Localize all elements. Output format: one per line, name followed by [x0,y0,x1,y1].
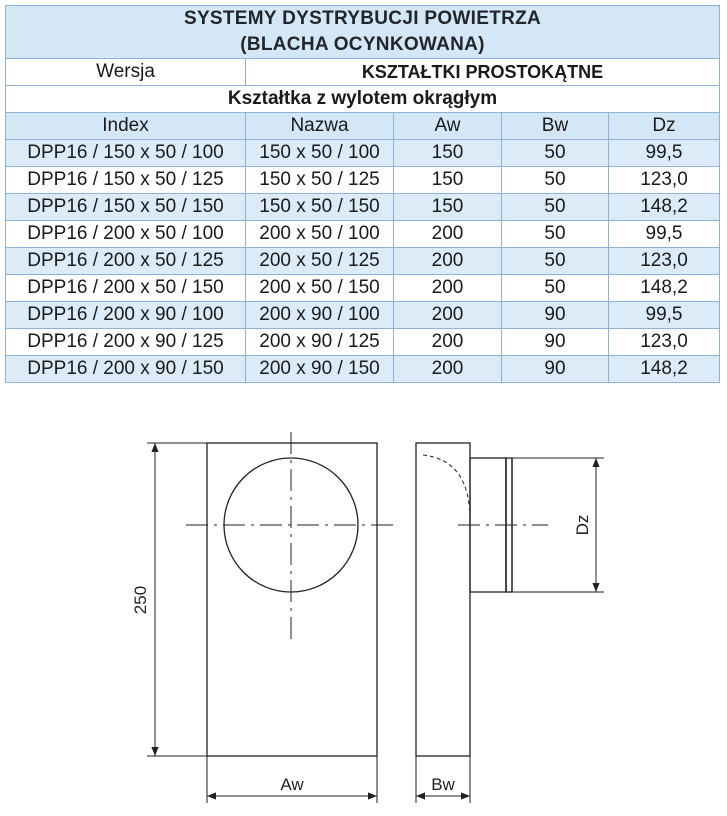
column-header-bw: Bw [502,113,609,140]
cell-dz: 123,0 [609,248,720,275]
column-header-row [6,113,720,140]
cell-bw: 50 [502,167,609,194]
subtitle-row [6,86,720,113]
table-row [6,140,720,167]
diameter-dim-label: Dz [573,514,592,536]
cell-name: 200 x 50 / 100 [246,221,394,248]
cell-dz: 99,5 [609,140,720,167]
cell-name: 200 x 90 / 100 [246,302,394,329]
side-view-body [416,443,470,756]
table-row [6,167,720,194]
cell-bw: 50 [502,275,609,302]
subtitle: Kształtka z wylotem okrągłym [6,86,720,113]
cell-bw: 50 [502,140,609,167]
cell-aw: 200 [394,302,502,329]
title-row [6,6,720,59]
drawing-svg [0,425,727,816]
version-value: KSZTAŁTKI PROSTOKĄTNE [246,59,720,86]
depth-dim-label: Bw [431,775,455,794]
front-view-body [207,443,377,756]
cell-dz: 148,2 [609,194,720,221]
table-row [6,194,720,221]
column-header-dz: Dz [609,113,720,140]
cell-index: DPP16 / 200 x 50 / 125 [6,248,246,275]
cell-bw: 90 [502,329,609,356]
column-header-index: Index [6,113,246,140]
table-row [6,248,720,275]
cell-aw: 150 [394,140,502,167]
cell-bw: 50 [502,248,609,275]
table-row [6,275,720,302]
height-dim-label: 250 [131,585,150,615]
technical-drawing [0,425,727,816]
cell-name: 200 x 90 / 150 [246,356,394,383]
width-dim-label: Aw [280,775,304,794]
cell-index: DPP16 / 200 x 50 / 100 [6,221,246,248]
cell-dz: 123,0 [609,329,720,356]
table-row [6,356,720,383]
version-label: Wersja [6,59,246,86]
cell-dz: 148,2 [609,356,720,383]
cell-name: 200 x 50 / 150 [246,275,394,302]
cell-name: 200 x 90 / 125 [246,329,394,356]
cell-index: DPP16 / 150 x 50 / 125 [6,167,246,194]
title-line-2: (BLACHA OCYNKOWANA) [240,34,485,55]
cell-dz: 99,5 [609,302,720,329]
cell-index: DPP16 / 150 x 50 / 100 [6,140,246,167]
table-row [6,302,720,329]
spec-table [5,5,720,383]
cell-bw: 90 [502,302,609,329]
cell-name: 150 x 50 / 100 [246,140,394,167]
cell-aw: 200 [394,221,502,248]
cell-index: DPP16 / 150 x 50 / 150 [6,194,246,221]
cell-name: 150 x 50 / 150 [246,194,394,221]
cell-dz: 99,5 [609,221,720,248]
cell-aw: 200 [394,248,502,275]
cell-name: 150 x 50 / 125 [246,167,394,194]
cell-dz: 148,2 [609,275,720,302]
spec-sheet [5,5,719,383]
height-dimension [147,443,207,756]
cell-index: DPP16 / 200 x 50 / 150 [6,275,246,302]
version-row [6,59,720,86]
title-cell [6,6,720,59]
side-view [416,443,548,756]
table-row [6,221,720,248]
cell-bw: 90 [502,356,609,383]
cell-name: 200 x 50 / 125 [246,248,394,275]
cell-bw: 50 [502,194,609,221]
column-header-aw: Aw [394,113,502,140]
cell-aw: 150 [394,167,502,194]
front-view [186,432,396,756]
cell-dz: 123,0 [609,167,720,194]
cell-aw: 200 [394,356,502,383]
side-view-hidden-curve [423,455,470,520]
column-header-name: Nazwa [246,113,394,140]
cell-aw: 200 [394,275,502,302]
cell-aw: 150 [394,194,502,221]
title-line-1: SYSTEMY DYSTRYBUCJI POWIETRZA [183,8,542,29]
table-row [6,329,720,356]
cell-aw: 200 [394,329,502,356]
cell-index: DPP16 / 200 x 90 / 100 [6,302,246,329]
cell-index: DPP16 / 200 x 90 / 125 [6,329,246,356]
cell-index: DPP16 / 200 x 90 / 150 [6,356,246,383]
cell-bw: 50 [502,221,609,248]
